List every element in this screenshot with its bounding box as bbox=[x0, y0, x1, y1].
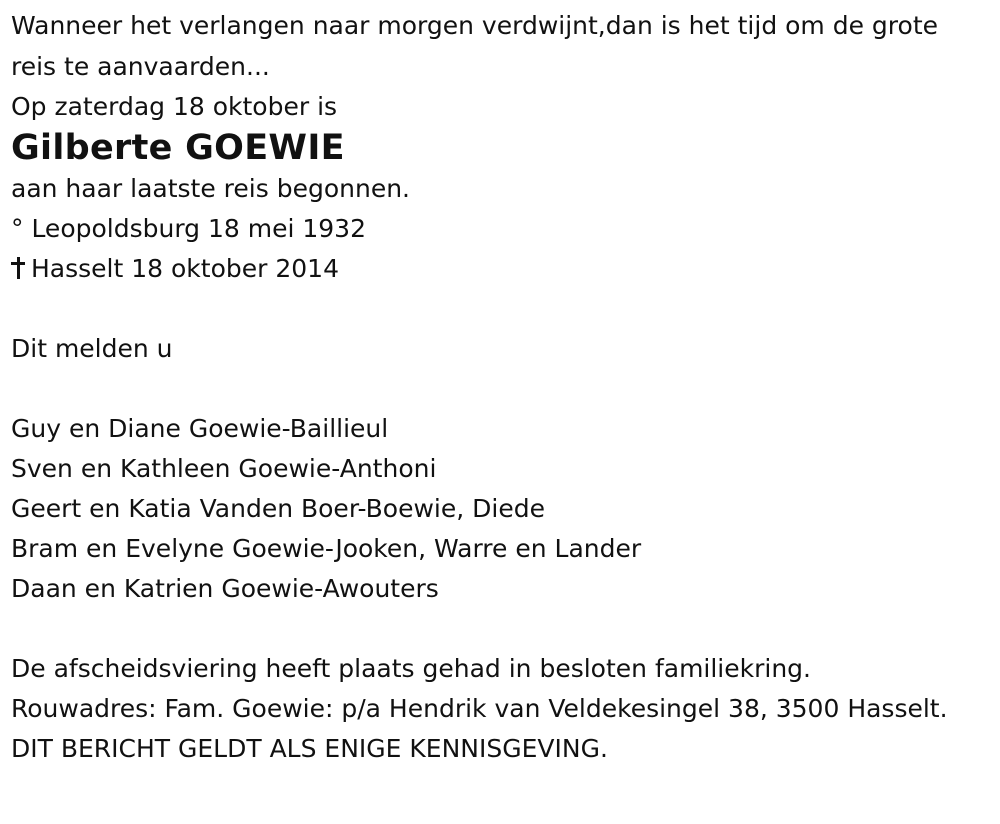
birth-line: ° Leopoldsburg 18 mei 1932 bbox=[11, 214, 366, 243]
ceremony-line: De afscheidsviering heeft plaats gehad in besloten familiekring. bbox=[11, 654, 811, 683]
death-notice bbox=[11, 5, 971, 769]
family-member: Guy en Diane Goewie-Baillieul bbox=[11, 414, 389, 443]
cross-icon bbox=[11, 257, 25, 279]
spacer bbox=[11, 609, 971, 649]
address-line: Rouwadres: Fam. Goewie: p/a Hendrik van Veldekesingel 38, 3500 Hasselt. bbox=[11, 694, 948, 723]
family-list bbox=[11, 409, 971, 609]
family-member: Geert en Katia Vanden Boer-Boewie, Diede bbox=[11, 494, 545, 523]
deceased-name: Gilberte GOEWIE bbox=[11, 128, 345, 168]
family-member: Sven en Kathleen Goewie-Anthoni bbox=[11, 454, 437, 483]
intro-quote: Wanneer het verlangen naar morgen verdwijnt,dan is het tijd om de grote reis te aanvaarden... bbox=[11, 11, 939, 81]
notice-line: DIT BERICHT GELDT ALS ENIGE KENNISGEVING. bbox=[11, 734, 608, 763]
death-line bbox=[11, 249, 971, 289]
family-member: Daan en Katrien Goewie-Awouters bbox=[11, 574, 439, 603]
spacer bbox=[11, 289, 971, 329]
spacer bbox=[11, 369, 971, 409]
family-member: Bram en Evelyne Goewie-Jooken, Warre en Lander bbox=[11, 534, 642, 563]
date-line: Op zaterdag 18 oktober is bbox=[11, 92, 338, 121]
announcers-intro: Dit melden u bbox=[11, 334, 173, 363]
death-line-text: Hasselt 18 oktober 2014 bbox=[31, 254, 339, 283]
journey-line: aan haar laatste reis begonnen. bbox=[11, 174, 410, 203]
